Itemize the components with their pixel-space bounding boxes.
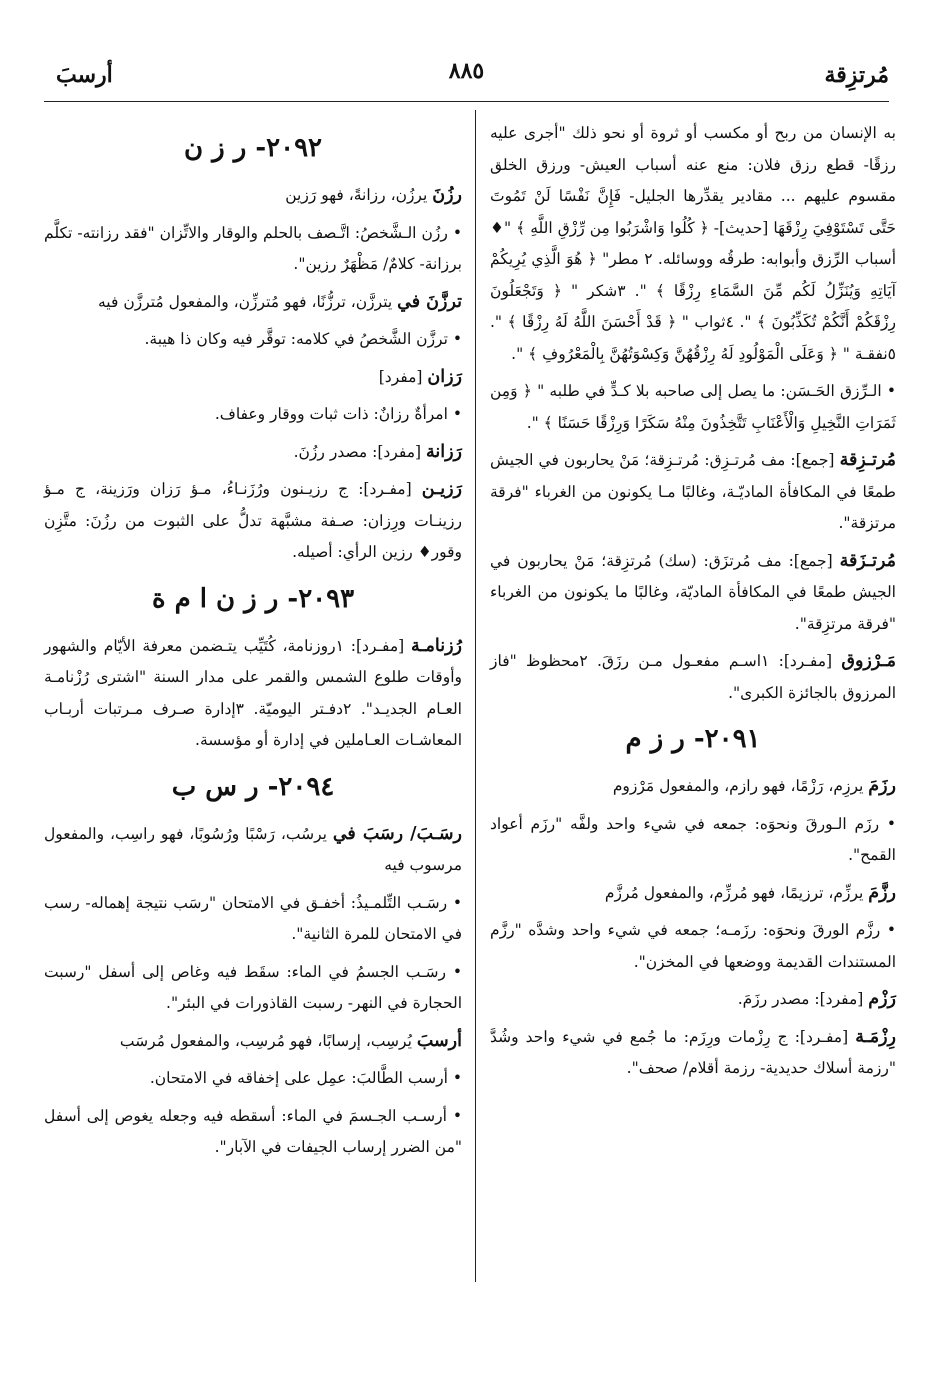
headword: رزَّمَ	[868, 882, 896, 903]
headword: رِزْمَـة	[855, 1026, 896, 1047]
entry-razin	[44, 474, 462, 569]
root-heading-2092: ٢٠٩٢- ر ز ن	[183, 133, 322, 163]
definition: يُرسِب، إرسابًا، فهو مُرسِب، والمفعول مُرسَب	[119, 1031, 417, 1050]
entry-rasaba	[44, 819, 462, 882]
definition: يرزِم، رَزْمًا، فهو رازم، والمفعول مَرْزوم	[612, 777, 869, 795]
headword: أرسبَ	[416, 1030, 462, 1051]
entry-razzama	[490, 878, 896, 910]
entry-razama	[490, 771, 896, 803]
sense-rizq-hasan: • الـرِّزق الحَـسَن: ما يصل إلى صاحبه بلا كـدٍّ في طلبه " ﴿ وَمِن ثَمَرَاتِ النَّخِيلِ وَالْأَعْنَابِ تَتَّخِذُونَ مِنْهُ سَكَرًا وَرِزْقًا حَسَنًا ﴾ ".	[490, 382, 896, 432]
sense-razuna: • رزُن الـشَّخصُ: اتَّـصف بالحلم والوقار والاتِّزان "فقد رزانته- تكلَّم برزانة- كلامٌ/ مَظْهَرٌ رزين".	[44, 223, 462, 273]
sense-rasaba-1: • رسَـب التِّلمـيذُ: أخفـق في الامتحان "رسَب نتيجة إهماله- رسب في الامتحان للمرة الثانية".	[44, 893, 462, 943]
entry-razan	[44, 362, 462, 394]
definition: [مفرد]: مصدر رزَمَ.	[737, 990, 869, 1008]
left-column	[44, 118, 462, 1170]
headword: مُرتـزِقة	[839, 450, 896, 470]
definition: [مفـرد]: ج رزيـنون ورُزَنـاءُ، مـؤ رَزان ورَزينة، ج مـؤ رزينـات ورِزان: صـفة مشبَّهة تدلُّ على الثبوت من رزُنَ: متَّزِن وقور♦ رزين الرأي: أصيله.	[44, 480, 462, 561]
entry-murtazaqa	[490, 546, 896, 641]
sense-arsaba-1: • أرسب الطَّالبَ: عمِل على إخفاقه في الامتحان.	[149, 1069, 462, 1087]
definition: [مفرد]: مصدر رزُنَ.	[293, 442, 426, 461]
definition: [مفـرد]: ج رِزْمات ورِزَم: ما جُمع في شيء واحد وشُدَّ "رزمة أسلاك حديدية- رزمة أقلام/ صحف".	[490, 1027, 896, 1077]
sense-arsaba-2: • أرسـب الجـسمَ في الماء: أسقطه فيه وجعله يغوص إلى أسفل "من الضرر إرساب الجيفات في الآبار".	[44, 1106, 462, 1156]
page-number: ٨٨٥	[448, 58, 485, 84]
definition: يترزَّن، ترزُّنًا، فهو مُترزِّن، والمفعول مُترزَّن فيه	[98, 292, 398, 311]
entry-marzuq	[490, 646, 896, 709]
entry-continuation: به الإنسان من ربح أو مكسب أو ثروة أو نحو ذلك "أجرى عليه رزقًا- قطع رزق فلان: منع عنه أسباب العيش- ورزق الخلق مقسوم عليهم ... مقادير يقدِّرها الجليل- فَإِنَّ نَفْسًا لَنْ تَمُوتَ حَتَّى تَسْتَوْفِيَ رِزْقَهَا [حديث]- ﴿ كُلُوا وَاشْرَبُوا مِن رِّزْقِ اللَّهِ ﴾ "♦ أسباب الرِّزق وأبوابه: طرقُه ووسائله. ٢ مطر" ﴿ هُوَ الَّذِي يُرِيكُمْ آيَاتِهِ وَيُنَزِّلُ لَكُم مِّنَ السَّمَاءِ رِزْقًا ﴾ ". ٣شكر " ﴿ وَتَجْعَلُونَ رِزْقَكُمْ أَنَّكُمْ تُكَذِّبُونَ ﴾ ". ٤ثواب " ﴿ قَدْ أَحْسَنَ اللَّهُ لَهُ رِزْقًا ﴾ ". ٥نفقـة " ﴿ وَعَلَى الْمَوْلُودِ لَهُ رِزْقُهُنَّ وَكِسْوَتُهُنَّ بِالْمَعْرُوفِ ﴾ ".	[490, 124, 896, 363]
headword: رَزيـن	[421, 479, 462, 499]
definition: [جمع]: مف مُرتـزِق: مُرتـزِقة؛ مَنْ يحاربون في الجيش طمعًا في المكافأة الماديّـة، وغالبًا مـا يكونون من الغرباء "فرقة مرتزقة".	[490, 451, 896, 532]
entry-ruznama	[44, 631, 462, 757]
headword: رَزْم	[868, 989, 896, 1009]
sense-tarazzana: • ترزَّن الشَّخصُ في كلامه: توقَّر فيه وكان ذا هيبة.	[144, 330, 462, 348]
headword: مُرتـزَقة	[839, 550, 896, 571]
root-heading-2094: ٢٠٩٤- ر س ب	[171, 771, 335, 802]
entry-razuna	[44, 180, 462, 212]
headword: رَزانة	[425, 441, 462, 462]
column-divider	[475, 110, 476, 1282]
entry-arsaba	[44, 1026, 462, 1058]
entry-rizma	[490, 1022, 896, 1085]
headword: رَزان	[427, 366, 462, 387]
entry-murtaziqa	[490, 445, 896, 540]
header-left-word: أرسبَ	[56, 62, 113, 88]
root-heading-2091: ٢٠٩١- ر ز م	[625, 724, 761, 754]
headword: رسَـبَ/ رسَبَ في	[332, 823, 462, 844]
header-right-word: مُرتزِقة	[824, 62, 889, 88]
headword: ترزَّنَ في	[397, 291, 462, 312]
definition: [مفـرد]: ١روزنامة، كُتَيِّب يتـضمن معرفة الأيّام والشهور وأوقات طلوع الشمس والقمر على مدار السنة "اشترى رُزْنامـة العـام الجديـد". ٢دفـتر اليوميّة. ٣إدارة صـرف مـرتبات أربـاب المعاشـات العـاملين في إدارة أو مؤسسة.	[44, 636, 462, 749]
header-rule	[44, 101, 889, 102]
entry-razana	[44, 437, 462, 469]
definition: [مفـرد]: ١اسـم مفعـول مـن رزَقَ. ٢محظوظ "فاز المرزوق بالجائزة الكبرى".	[490, 652, 896, 702]
headword: رزَمَ	[868, 776, 896, 796]
headword: رُزنامـة	[411, 635, 462, 656]
definition: يرزِّم، ترزيمًا، فهو مُرزِّم، والمفعول مُرزَّم	[604, 883, 869, 902]
definition: يرسُب، رَسْبًا ورُسُوبًا، فهو راسِب، والمفعول مرسوب فيه	[44, 824, 462, 874]
entry-tarazzana	[44, 287, 462, 319]
headword: مَـرْزوق	[841, 651, 897, 671]
definition: [جمع]: مف مُرتزَق: (سك) مُرتزِقة؛ مَنْ يحاربون في الجيش طمعًا في المكافأة الماديّة، وغالبًا ما يكونون من الغرباء "فرقة مرتزِقة".	[490, 551, 896, 633]
page-header	[44, 54, 889, 94]
definition: يرزُن، رزانةً، فهو رَزين	[285, 186, 433, 204]
sense-razzama: • رزَّم الورقَ ونحوَه: رزَمـه؛ جمعه في شيء واحد وشدَّه "رزَّم المستندات القديمة ووضعها في المخزن".	[490, 921, 896, 971]
root-heading-2093: ٢٠٩٣- ر ز ن ا م ة	[151, 583, 355, 614]
headword: رزُنَ	[432, 185, 462, 205]
sense-razama: • رزَم الـورقَ ونحوَه: جمعه في شيء واحد ولفَّه "رزَم أعواد القمح".	[490, 814, 896, 864]
sense-razan: • امرأةٌ رزانٌ: ذات ثبات ووقار وعفاف.	[214, 405, 462, 423]
definition: [مفرد]	[378, 367, 428, 386]
right-column	[490, 118, 896, 1091]
entry-razm	[490, 984, 896, 1016]
sense-rasaba-2: • رسَـب الجسمُ في الماء: سقَط فيه وغاص إلى أسفل "رسبت الحجارة في النهر- رسبت القاذورات في البئر".	[44, 962, 462, 1012]
